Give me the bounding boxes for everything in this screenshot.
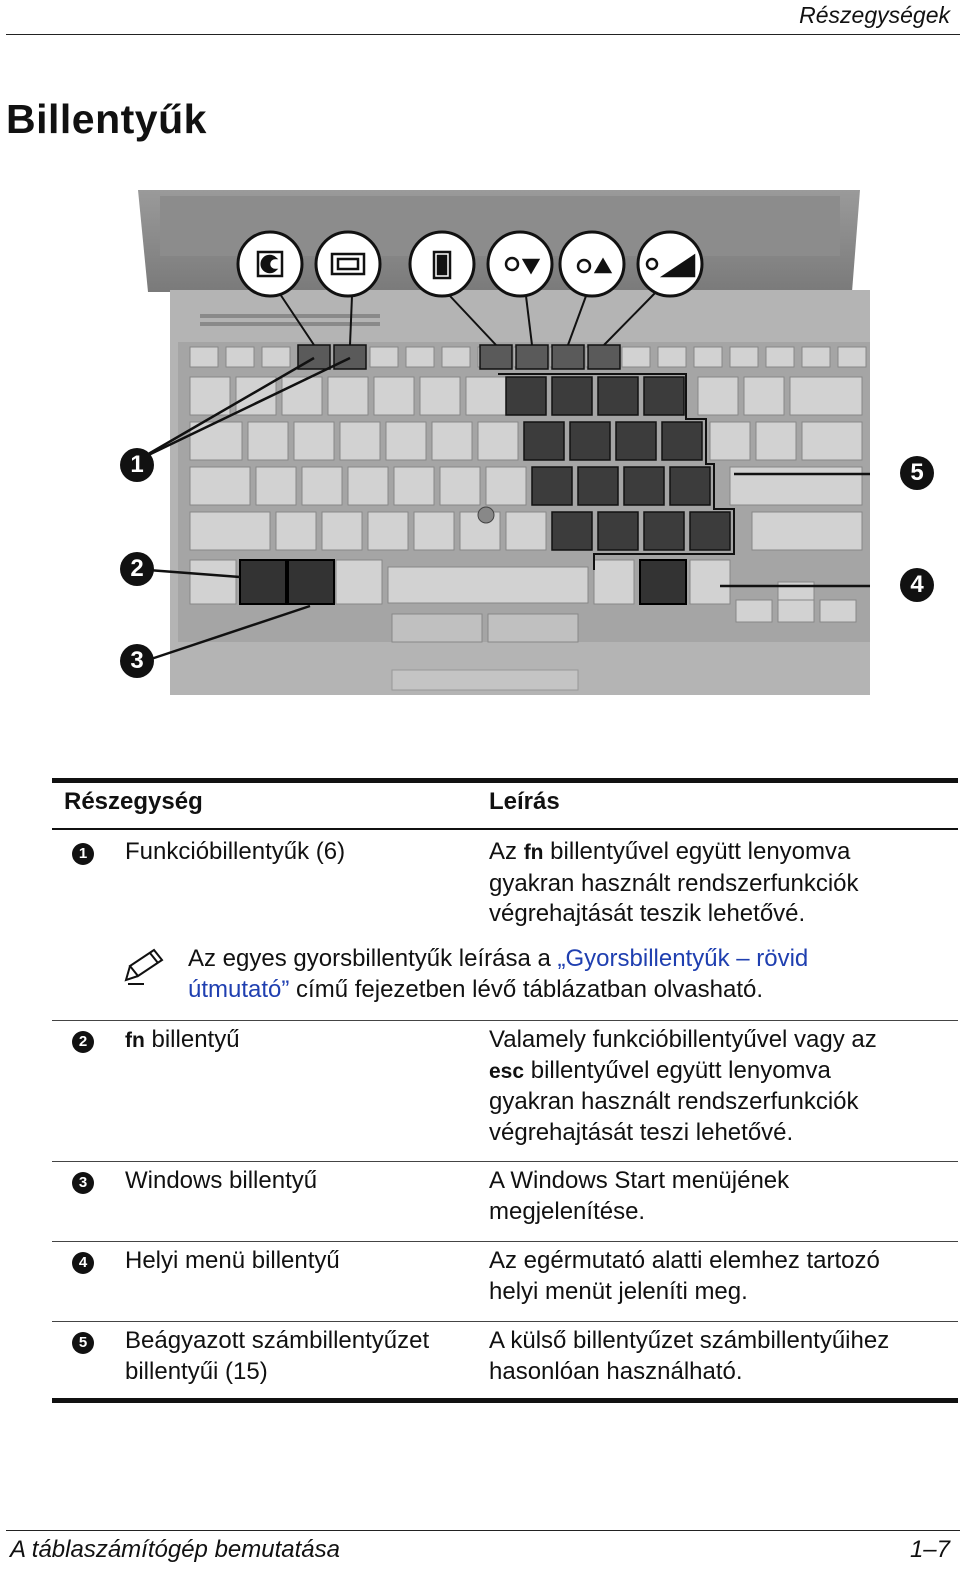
note-text: Az egyes gyorsbillentyűk leírása a „Gyorsbillentyűk – rövid útmutató” című fejezetben lévő táblázatban olvasható. [188, 945, 809, 1003]
windows-key [288, 560, 334, 604]
callout-2: 2 [120, 552, 154, 586]
menu-key [640, 560, 686, 604]
fn-key-label: fn [523, 841, 544, 864]
fn-key-label: fn [125, 1029, 145, 1052]
row-number-badge: 1 [72, 843, 94, 865]
row-rule [52, 1161, 958, 1162]
row-component: Beágyazott számbillentyűzet billentyűi (15) [125, 1327, 430, 1385]
row-component: Windows billentyű [125, 1167, 318, 1194]
page-number: 1–7 [909, 1536, 950, 1563]
running-header: Részegységek [799, 2, 950, 28]
row-component: Helyi menü billentyű [125, 1247, 340, 1274]
callout-3: 3 [120, 644, 154, 678]
footer-rule [6, 1530, 960, 1531]
callout-1: 1 [120, 448, 154, 482]
row-number-badge: 2 [72, 1031, 94, 1053]
row-number-badge: 3 [72, 1172, 94, 1194]
table-bottom-rule [52, 1398, 958, 1403]
row-rule [52, 1321, 958, 1322]
keyboard-illustration [120, 182, 870, 702]
row-description: A Windows Start menüjének megjelenítése. [489, 1167, 790, 1225]
row-description: A külső billentyűzet számbillentyűihez hasonlóan használható. [489, 1327, 890, 1385]
row-rule [52, 1241, 958, 1242]
row-description: Valamely funkcióbillentyűvel vagy az esc billentyűvel együtt lenyomva gyakran használt rendszerfunkciók végrehajtását teszi lehetővé. [489, 1026, 877, 1146]
pencil-note-icon [124, 944, 168, 988]
table-top-rule [52, 778, 958, 783]
row-rule [52, 1020, 958, 1021]
col-header-component: Részegység [64, 788, 203, 815]
header-rule [6, 34, 960, 35]
col-header-description: Leírás [489, 788, 560, 815]
row-component: Funkcióbillentyűk (6) [125, 838, 346, 865]
callout-4: 4 [900, 568, 934, 602]
row-description: Az egérmutató alatti elemhez tartozó helyi menüt jeleníti meg. [489, 1247, 880, 1305]
row-component: fn billentyű [125, 1026, 240, 1053]
row-number-badge: 5 [72, 1332, 94, 1354]
chapter-link[interactable]: „Gyorsbillentyűk – rövid útmutató” [188, 945, 809, 1003]
table-header-rule [52, 828, 958, 830]
footer-chapter-title: A táblaszámítógép bemutatása [10, 1536, 340, 1563]
fn-key [240, 560, 286, 604]
esc-key-label: esc [489, 1059, 525, 1083]
callout-5: 5 [900, 456, 934, 490]
row-number-badge: 4 [72, 1252, 94, 1274]
page-title: Billentyűk [6, 96, 207, 142]
row-description: Az fn billentyűvel együtt lenyomva gyakran használt rendszerfunkciók végrehajtását teszik lehetővé. [489, 838, 859, 927]
